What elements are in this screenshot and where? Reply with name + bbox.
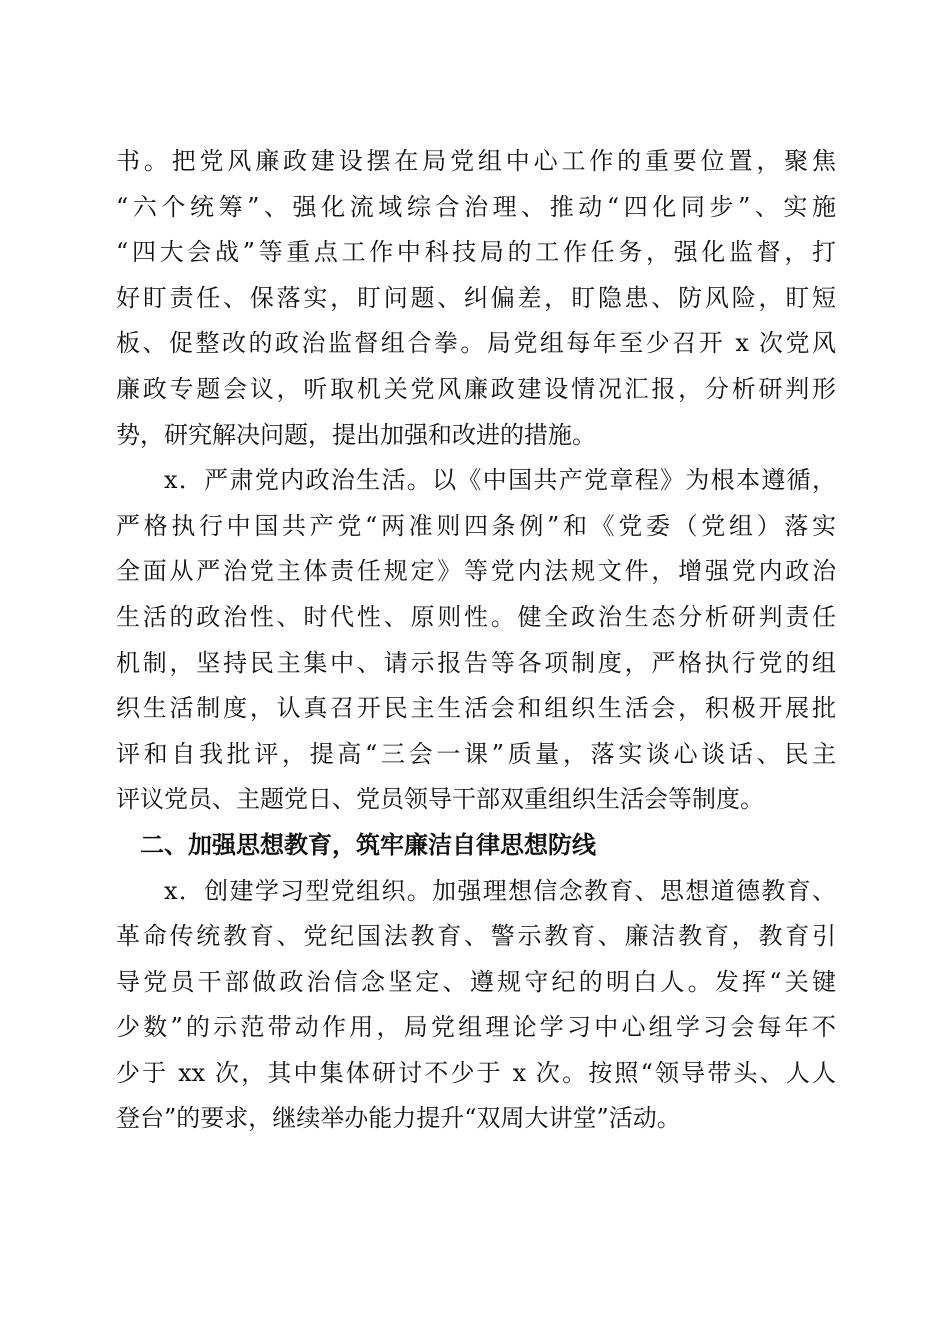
text-line: 书。把党风廉政建设摆在局党组中心工作的重要位置，聚焦 xyxy=(116,147,836,175)
text-line: 导党员干部做政治信念坚定、遵规守纪的明白人。发挥“关键 xyxy=(116,967,836,996)
document-body xyxy=(116,139,836,1142)
paragraph-party-conduct xyxy=(116,139,836,458)
text-line: 好盯责任、保落实，盯问题、纠偏差，盯隐患、防风险，盯短 xyxy=(116,283,836,312)
text-line: 登台”的要求，继续举办能力提升“双周大讲堂”活动。 xyxy=(116,1104,681,1133)
text-line: x．创建学习型党组织。加强理想信念教育、思想道德教育、 xyxy=(164,876,836,905)
text-line: 少于 xx 次，其中集体研讨不少于 x 次。按照“领导带头、人人 xyxy=(116,1058,836,1087)
paragraph-learning-organization xyxy=(116,869,836,1143)
text-line: x．严肃党内政治生活。以《中国共产党章程》为根本遵循， xyxy=(164,466,836,495)
text-line: 织生活制度，认真召开民主生活会和组织生活会，积极开展批 xyxy=(116,694,836,723)
text-line: 全面从严治党主体责任规定》等党内法规文件，增强党内政治 xyxy=(116,557,836,586)
text-line: 廉政专题会议，听取机关党风廉政建设情况汇报，分析研判形 xyxy=(116,374,836,403)
text-line: 机制，坚持民主集中、请示报告等各项制度，严格执行党的组 xyxy=(116,648,836,677)
section-heading: 二、加强思想教育，筑牢廉洁自律思想防线 xyxy=(140,830,596,859)
text-line: 少数”的示范带动作用，局党组理论学习中心组学习会每年不 xyxy=(116,1013,836,1042)
paragraph-political-life xyxy=(116,458,836,823)
text-line: 势，研究解决问题，提出加强和改进的措施。 xyxy=(116,420,596,449)
text-line: 板、促整改的政治监督组合拳。局党组每年至少召开 x 次党风 xyxy=(116,329,836,358)
text-line: 评议党员、主题党日、党员领导干部双重组织生活会等制度。 xyxy=(116,785,764,814)
text-line: “四大会战”等重点工作中科技局的工作任务，强化监督，打 xyxy=(116,238,836,267)
text-line: 严格执行中国共产党“两准则四条例”和《党委（党组）落实 xyxy=(116,511,836,540)
text-line: “六个统筹”、强化流域综合治理、推动“四化同步”、实施 xyxy=(116,192,836,221)
text-line: 革命传统教育、党纪国法教育、警示教育、廉洁教育，教育引 xyxy=(116,922,836,951)
text-line: 生活的政治性、时代性、原则性。健全政治生态分析研判责任 xyxy=(116,602,836,631)
text-line: 评和自我批评，提高“三会一课”质量，落实谈心谈话、民主 xyxy=(116,739,836,768)
